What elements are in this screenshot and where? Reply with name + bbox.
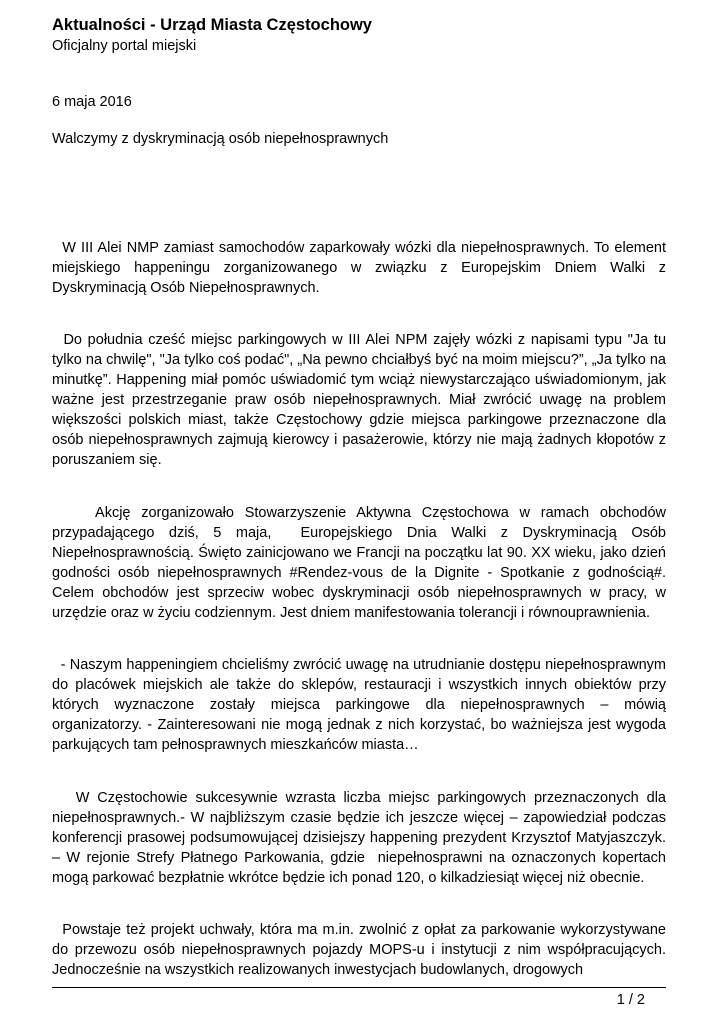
paragraph-2: Do południa cześć miejsc parkingowych w III Alei NPM zajęły wózki z napisami typu "Ja tu tylko na chwilę", "Ja tylko coś podać", „Na pewno chciałbyś być na moim miejscu?”, „Ja tylko na minutkę”. Happening miał pomóc uświadomić tym wciąż niewystarczająco uświadomionym, jak ważne jest przestrzeganie praw osób niepełnosprawnych. Miał zwrócić uwagę na problem większości polskich miast, także Częstochowy gdzie miejsca parkingowe przeznaczone dla osób niepełnosprawnych zajmują kierowcy i pasażerowie, którzy nie mają żadnych kłopotów z poruszaniem się.	[52, 332, 671, 468]
paragraph-3: Akcję zorganizowało Stowarzyszenie Aktywna Częstochowa w ramach obchodów przypadającego dziś, 5 maja, Europejskiego Dnia Walki z Dyskryminacją Osób Niepełnosprawnością. Święto zainicjowano we Francji na początku lat 90. XX wieku, jako dzień godności osób niepełnosprawnych #Rendez-vous de la Dignite - Spotkanie z godnością#. Celem obchodów jest sprzeciw wobec dyskryminacji osób niepełnosprawnych w pracy, w urzędzie oraz w życiu codziennym. Jest dniem manifestowania tolerancji i równouprawnienia.	[52, 505, 671, 621]
site-title: Aktualności - Urząd Miasta Częstochowy	[52, 16, 372, 34]
site-subtitle: Oficjalny portal miejski	[52, 38, 197, 54]
paragraph-4: - Naszym happeningiem chcieliśmy zwrócić uwagę na utrudnianie dostępu niepełnosprawnym do placówek miejskich ale także do sklepów, restauracji i wszystkich innych obiektów przy których wyznaczone zostały miejsca parkingowe dla niepełnosprawnych – mówią organizatorzy. - Zainteresowani nie mogą jednak z nich korzystać, bo ważniejsza jest wygoda parkujących tam pełnosprawnych mieszkańców miasta…	[52, 657, 671, 753]
article-date: 6 maja 2016	[52, 94, 132, 110]
article-title: Walczymy z dyskryminacją osób niepełnosprawnych	[52, 131, 389, 147]
footer-divider	[52, 987, 666, 988]
page-header	[52, 14, 672, 56]
paragraph-6: Powstaje też projekt uchwały, która ma m.in. zwolnić z opłat za parkowanie wykorzystywane do przewozu osób niepełnosprawnych pojazdy MOPS-u i instytucji z nim współpracujących. Jednocześnie na wszystkich realizowanych inwestycjach budowlanych, drogowych	[52, 922, 671, 978]
paragraph-1: W III Alei NMP zamiast samochodów zaparkowały wózki dla niepełnosprawnych. To element miejskiego happeningu zorganizowanego w związku z Europejskim Dniem Walki z Dyskryminacją Osób Niepełnosprawnych.	[52, 240, 671, 296]
article-body	[52, 238, 671, 980]
page-number: 1 / 2	[616, 992, 645, 1008]
paragraph-5: W Częstochowie sukcesywnie wzrasta liczba miejsc parkingowych przeznaczonych dla niepełnosprawnych.- W najbliższym czasie będzie ich jeszcze więcej – zapowiedział podczas konferencji prasowej podsumowującej dzisiejszy happening prezydent Krzysztof Matyjaszczyk. – W rejonie Strefy Płatnego Parkowania, gdzie niepełnosprawni na oznaczonych kopertach mogą parkować bezpłatnie wkrótce będzie ich ponad 120, o kilkadziesiąt więcej niż obecnie.	[52, 790, 671, 886]
